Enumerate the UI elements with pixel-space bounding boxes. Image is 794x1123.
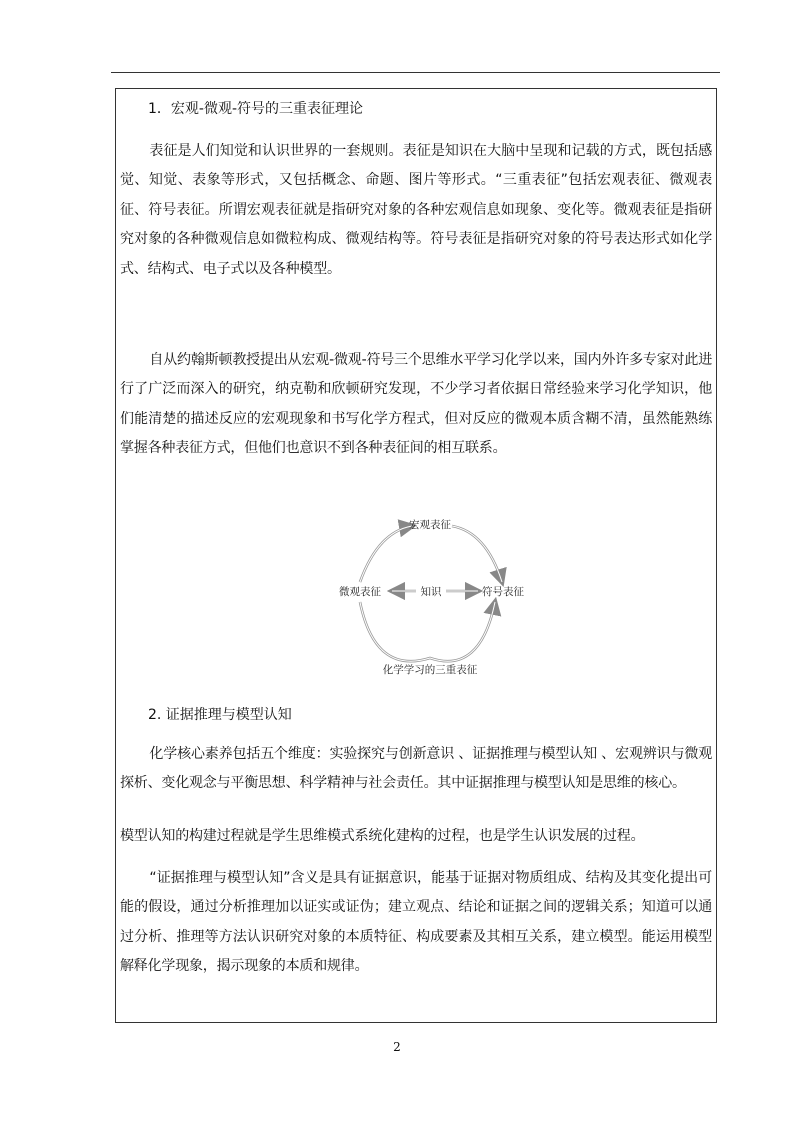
section-1-heading: 1．宏观-微观-符号的三重表征理论 xyxy=(148,101,364,117)
node-knowledge: 知识 xyxy=(420,586,442,598)
arc-right-down xyxy=(452,526,502,582)
arc-left-up xyxy=(360,526,412,582)
section-2-paragraph-1-continued: 模型认知的构建过程就是学生思维模式系统化建构的过程，也是学生认识发展的过程。 xyxy=(120,828,645,844)
node-micro: 微观表征 xyxy=(339,586,381,598)
section-2-paragraph-1: 化学核心素养包括五个维度：实验探究与创新意识 、证据推理与模型认知 、宏观辨识与微观探析、变化观念与平衡思想、科学精神与社会责任。其中证据推理与模型认知是思维的核心。 xyxy=(120,746,712,792)
section-2-heading: 2. 证据推理与模型认知 xyxy=(148,707,292,723)
section-1-paragraph-2: 自从约翰斯顿教授提出从宏观-微观-符号三个思维水平学习化学以来，国内外许多专家对此进行了广泛而深入的研究，纳克勒和欣顿研究发现，不少学习者依据日常经验来学习化学知识，他们能清楚的描述反应的宏观现象和书写化学方程式，但对反应的微观本质含糊不清，虽然能熟练掌握各种表征方式，但他们也意识不到各种表征间的相互联系。 xyxy=(120,352,712,457)
page-number: 2 xyxy=(393,1040,401,1054)
diagram-caption: 化学学习的三重表征 xyxy=(382,664,478,676)
node-macro: 宏观表征 xyxy=(409,519,451,531)
section-1-paragraph-1: 表征是人们知觉和认识世界的一套规则。表征是知识在大脑中呈现和记载的方式，既包括感觉、知觉、表象等形式，又包括概念、命题、图片等形式。“三重表征”包括宏观表征、微观表征、符号表征。所谓宏观表征就是指研究对象的各种宏观信息如现象、变化等。微观表征是指研究对象的各种微观信息如微粒构成、微观结构等。符号表征是指研究对象的符号表达形式如化学式、结构式、电子式以及各种模型。 xyxy=(120,143,712,277)
node-symbol: 符号表征 xyxy=(482,586,524,598)
section-2-paragraph-2: “证据推理与模型认知”含义是具有证据意识，能基于证据对物质组成、结构及其变化提出可能的假设，通过分析推理加以证实或证伪；建立观点、结论和证据之间的逻辑关系；知道可以通过分析、推理等方法认识研究对象的本质特征、构成要素及其相互关系，建立模型。能运用模型解释化学现象，揭示现象的本质和规律。 xyxy=(120,870,712,975)
triple-representation-diagram xyxy=(330,510,530,680)
arc-bottom-loop xyxy=(360,602,495,661)
header-rule xyxy=(111,72,720,73)
